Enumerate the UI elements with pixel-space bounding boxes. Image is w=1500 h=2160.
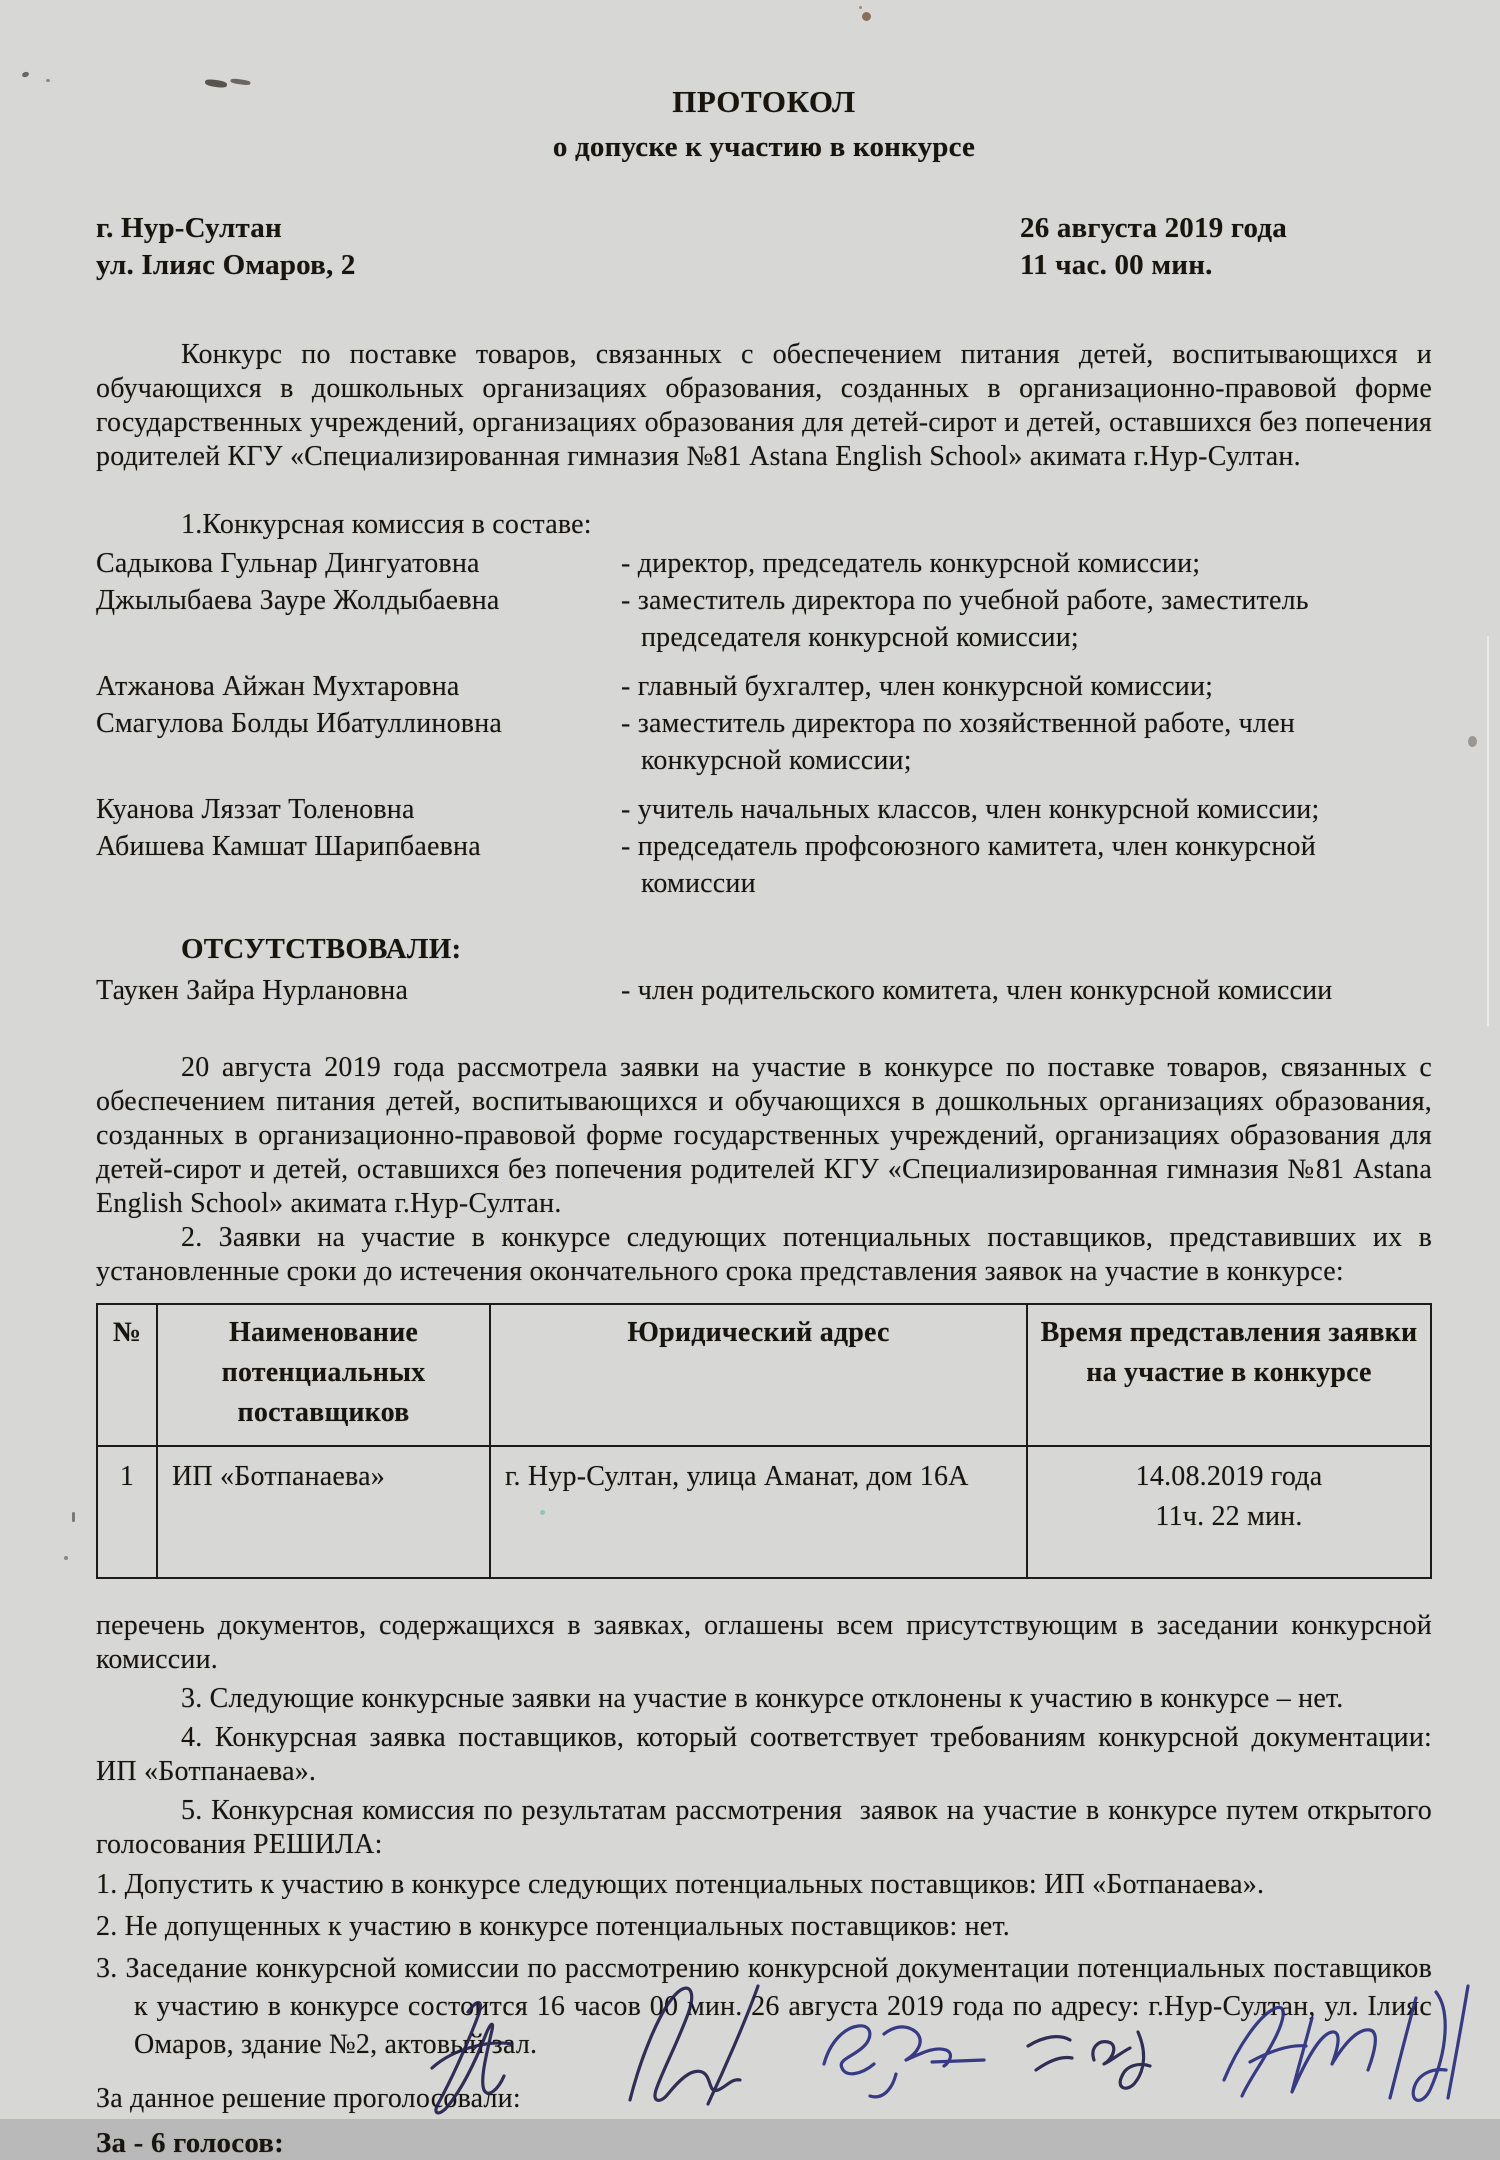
meta-block — [96, 210, 1432, 284]
point5-paragraph: 5. Конкурсная комиссия по результатам рассмотрения заявок на участие в конкурсе путем открытого голосования РЕШИЛА: — [96, 1795, 1432, 1860]
decision-item-3: 3. Заседание конкурсной комиссии по рассмотрению конкурсной документации потенциальных поставщиков к участию в конкурсе состоится 16 часов 00 мин. 26 августа 2019 года по адресу: г.Нур-Султан, ул. Ілияс Омаров, здание №2, актовый зал. — [96, 1953, 1432, 2060]
member-name: Куанова Ляззат Толеновна — [96, 794, 415, 825]
member-name: Смагулова Болды Ибатуллиновна — [96, 708, 503, 739]
datetime-block — [1020, 210, 1432, 284]
member-role: - директор, председатель конкурсной комиссии; — [621, 548, 1201, 579]
place-street: ул. Ілияс Омаров, 2 — [96, 249, 356, 281]
member-name: Атжанова Айжан Мухтаровна — [96, 671, 460, 702]
absent-heading: ОТСУТСТВОВАЛИ: — [181, 933, 462, 965]
cell-time — [1027, 1446, 1431, 1578]
doc-title: ПРОТОКОЛ — [672, 84, 856, 119]
col-address-header: Юридический адрес — [490, 1304, 1027, 1446]
col-time-header: Время представления заявки на участие в конкурсе — [1027, 1304, 1431, 1446]
member-name: Таукен Зайра Нурлановна — [96, 975, 409, 1006]
cell-address: г. Нур-Султан, улица Аманат, дом 16А — [490, 1446, 1027, 1578]
col-number-header: № — [97, 1304, 157, 1446]
commission-member-row — [96, 791, 1432, 828]
intro-paragraph: Конкурс по поставке товаров, связанных с обеспечением питания детей, воспитывающихся и обучающихся в дошкольных организациях образования, созданных в организационно-правовой форме государственных учреждений, организациях образования для детей-сирот и детей, оставшихся без попечения родителей КГУ «Специализированная гимназия №81 Astana English School» акимата г.Нур-Султан. — [96, 339, 1432, 472]
member-name: Садыкова Гульнар Дингуатовна — [96, 548, 480, 579]
review-paragraph: 20 августа 2019 года рассмотрела заявки на участие в конкурсе по поставке товаров, связанных с обеспечением питания детей, воспитывающихся и обучающихся в дошкольных организациях образования, созданных в организационно-правовой форме государственных учреждений, организациях образования для детей-сирот и детей, оставшихся без попечения родителей КГУ «Специализированная гимназия №81 Astana English School» акимата г.Нур-Султан. — [96, 1052, 1432, 1219]
point3-paragraph: 3. Следующие конкурсные заявки на участие в конкурсе отклонены к участию в конкурсе – нет. — [181, 1683, 1344, 1714]
commission-member-list — [96, 545, 1432, 902]
cell-supplier: ИП «Ботпанаева» — [157, 1446, 490, 1578]
doc-subtitle: о допуске к участию в конкурсе — [552, 131, 976, 163]
table-row — [97, 1446, 1431, 1578]
cell-time-date: 14.08.2019 года — [1135, 1461, 1323, 1492]
commission-heading: 1.Конкурсная комиссия в составе: — [181, 509, 592, 540]
member-role: - главный бухгалтер, член конкурсной комиссии; — [621, 671, 1214, 702]
point4-paragraph: 4. Конкурсная заявка поставщиков, который соответствует требованиям конкурсной документации: ИП «Ботпанаева». — [96, 1722, 1432, 1787]
table-header-row — [97, 1304, 1431, 1446]
member-role: - заместитель директора по хозяйственной работе, член конкурсной комиссии; — [621, 708, 1295, 776]
absent-member-row — [96, 972, 1432, 1009]
commission-member-row — [96, 828, 1432, 902]
cell-time-clock: 11ч. 22 мин. — [1155, 1501, 1303, 1532]
place-block — [96, 210, 356, 284]
decision-item-2: 2. Не допущенных к участию в конкурсе потенциальных поставщиков: нет. — [96, 1911, 1010, 1942]
voting-block — [96, 2080, 1432, 2160]
member-role: - член родительского комитета, член конкурсной комиссии — [621, 975, 1333, 1006]
decision-item-1: 1. Допустить к участию в конкурсе следующих потенциальных поставщиков: ИП «Ботпанаева». — [96, 1869, 1265, 1900]
docs-listed-paragraph: перечень документов, содержащихся в заявках, оглашены всем присутствующим в заседании конкурсной комиссии. — [96, 1610, 1432, 1675]
place-city: г. Нур-Султан — [96, 212, 282, 244]
meta-date: 26 августа 2019 года — [1020, 212, 1287, 244]
member-name: Абишева Камшат Шарипбаевна — [96, 831, 481, 862]
decision-list — [96, 1866, 1432, 2064]
col-supplier-header: Наименование потенциальных поставщиков — [157, 1304, 490, 1446]
meta-time: 11 час. 00 мин. — [1020, 249, 1213, 281]
commission-member-row — [96, 668, 1432, 705]
voting-intro: За данное решение проголосовали: — [96, 2083, 521, 2114]
point2-paragraph: 2. Заявки на участие в конкурсе следующих потенциальных поставщиков, представивших их в установленные сроки до истечения окончательного срока представления заявок на участие в конкурсе: — [96, 1222, 1432, 1287]
commission-member-row — [96, 705, 1432, 779]
commission-member-row — [96, 545, 1432, 582]
member-name: Джылыбаева Зауре Жолдыбаевна — [96, 585, 500, 616]
commission-member-row — [96, 582, 1432, 656]
member-role: - учитель начальных классов, член конкурсной комиссии; — [621, 794, 1320, 825]
cell-number: 1 — [97, 1446, 157, 1578]
voting-count: За - 6 голосов: — [96, 2127, 285, 2159]
member-role: - заместитель директора по учебной работе, заместитель председателя конкурсной комиссии; — [621, 585, 1309, 653]
member-role: - председатель профсоюзного камитета, член конкурсной комиссии — [621, 831, 1316, 899]
applications-table — [96, 1303, 1432, 1579]
